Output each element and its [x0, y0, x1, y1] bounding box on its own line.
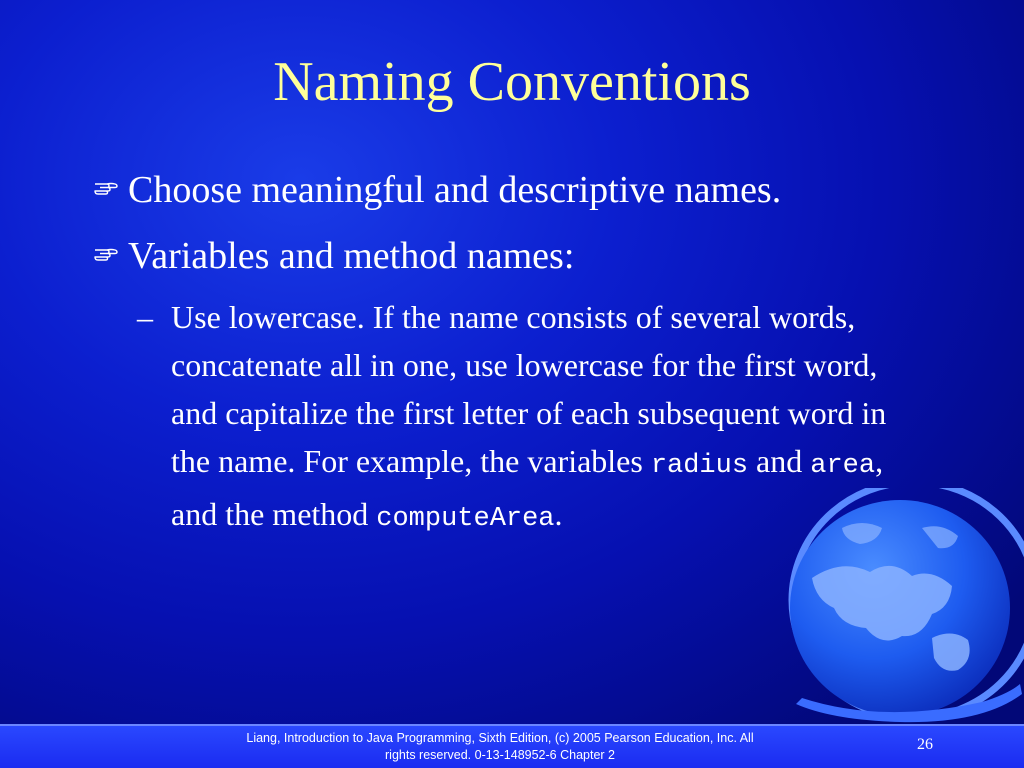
- sub-bullet-text-part: , and the method: [171, 443, 884, 533]
- bullet-text: Choose meaningful and descriptive names.: [128, 169, 782, 211]
- code-variable-area: area: [810, 451, 876, 482]
- citation-line: rights reserved. 0-13-148952-6 Chapter 2: [385, 748, 615, 762]
- bullet-list: [94, 168, 974, 543]
- footer-citation: [200, 730, 800, 764]
- pointing-hand-icon: [94, 244, 128, 262]
- bullet-item: [94, 234, 974, 280]
- bullet-item: [94, 168, 974, 214]
- page-number: 26: [917, 736, 933, 753]
- sub-bullet-text-part: and: [748, 443, 811, 480]
- globe-icon: [782, 488, 1024, 729]
- bullet-text: Variables and method names:: [128, 234, 575, 277]
- code-variable-radius: radius: [650, 451, 749, 482]
- sub-bullet-text-part: Use lowercase. If the name consists of several words, concatenate all in one, use lowercase for the first word, and capitalize the first letter of each subsequent word in the name. For example, the variables: [171, 299, 887, 480]
- citation-line: Liang, Introduction to Java Programming, Sixth Edition, (c) 2005 Pearson Education, Inc. All: [246, 731, 754, 745]
- sub-bullet-marker: –: [137, 299, 153, 336]
- sub-bullet-text-part: .: [554, 496, 563, 533]
- footer-bar: [0, 724, 1024, 768]
- slide-title: Naming Conventions: [273, 51, 751, 113]
- pointing-hand-icon: [94, 178, 128, 196]
- code-method-computearea: computeArea: [376, 504, 555, 535]
